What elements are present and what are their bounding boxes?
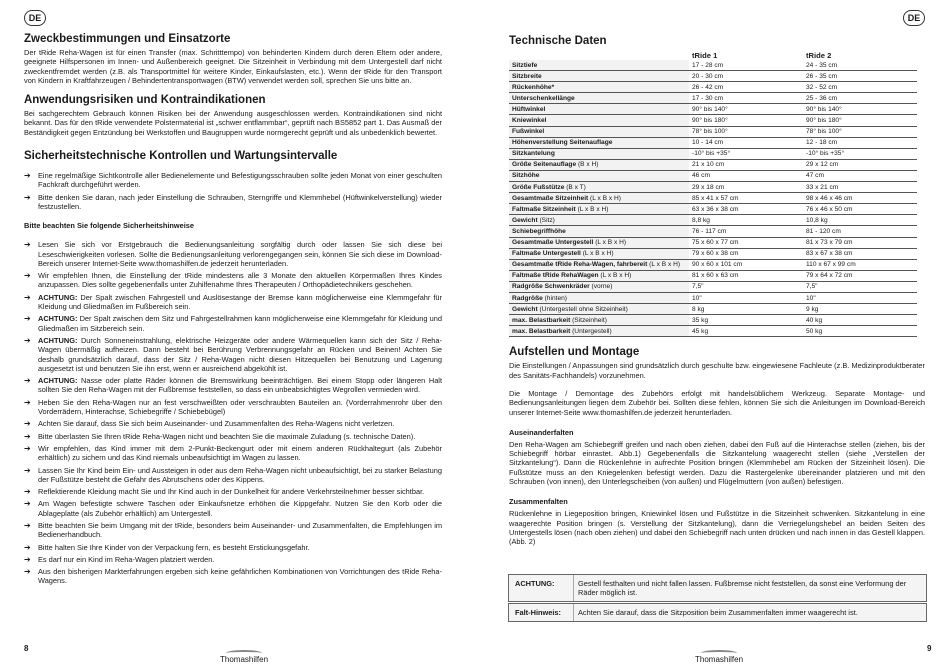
spec-label: Sitzhöhe (509, 170, 689, 181)
arrow-icon: ➔ (24, 335, 31, 345)
col-header-1: tRide 1 (692, 50, 718, 60)
table-row (509, 104, 917, 115)
spec-value-tride1: 29 x 18 cm (689, 182, 803, 193)
spec-label: Größe Seitenauflage (B x H) (509, 159, 689, 170)
list-item (24, 376, 442, 395)
arrow-icon: ➔ (24, 431, 31, 441)
spec-value-tride1: 17 - 30 cm (689, 93, 803, 104)
arrow-icon: ➔ (24, 520, 31, 530)
spec-value-tride1: 17 - 28 cm (689, 60, 803, 71)
item-text: Heben Sie den Reha-Wagen nur an fest verschweißten oder verschraubten Bauteilen an. (Vorderrahmenrohr über den Vorderrädern, Hinterachse, Schiebegriffe / Schiebebügel) (38, 397, 442, 417)
arrow-icon: ➔ (24, 292, 31, 302)
tech-table-header (509, 50, 917, 60)
spec-value-tride2: 79 x 64 x 72 cm (803, 270, 917, 281)
warning-text: Gestell festhalten und nicht fallen lassen. Fußbremse nicht feststellen, da sonst eine Verformung der Räder möglich ist. (573, 575, 926, 601)
language-badge: DE (24, 10, 46, 26)
spec-value-tride2: 9 kg (803, 304, 917, 315)
spec-value-tride2: 32 - 52 cm (803, 82, 917, 93)
spec-value-tride2: 81 - 120 cm (803, 226, 917, 237)
table-row (509, 248, 917, 259)
spec-label: Faltmaße tRide RehaWagen (L x B x H) (509, 270, 689, 281)
spec-value-tride2: 110 x 67 x 99 cm (803, 259, 917, 270)
para-fold: Rückenlehne in Liegeposition bringen, Kniewinkel lösen und Fußstütze in die Sitzeinheit schwenken. Sitzkantelung in eine waagerechte Position bringen (s. Verstellung der Sitzkantelung), dann die Verriegelungshebel an beiden Seiten des Untergestells lösen (nach oben ziehen) und dabei den Schiebegriff nach unten drücken und nach innen in das Gestell klappen. (Abb. 2) (509, 509, 925, 547)
list-item (24, 432, 442, 441)
spec-value-tride1: 81 x 60 x 63 cm (689, 270, 803, 281)
brand-logo (695, 650, 743, 664)
language-badge: DE (903, 10, 925, 26)
spec-value-tride2: 24 - 35 cm (803, 60, 917, 71)
table-row (509, 71, 917, 82)
spec-label: Höhenverstellung Seitenauflage (509, 137, 689, 148)
table-row (509, 259, 917, 270)
table-row (509, 193, 917, 204)
brand-name: Thomashilfen (220, 655, 269, 664)
spec-value-tride1: 76 - 117 cm (689, 226, 803, 237)
spec-label: Radgröße (hinten) (509, 292, 689, 303)
item-text: Reflektierende Kleidung macht Sie und Ihr Kind auch in der Dunkelheit für andere Verkehrsteilnehmer besser sichtbar. (38, 487, 425, 497)
spec-value-tride2: 10,8 kg (803, 215, 917, 226)
heading-zweck: Zweckbestimmungen und Einsatzorte (24, 33, 231, 45)
para-unfold: Den Reha-Wagen am Schiebegriff greifen und nach oben ziehen, dabei den Fuß auf die Hinterachse stellen (ziehen, bis der Schiebegriff hörbar einrastet. Abb.1) Gegebenenfalls die Sitzkantelung waagerecht stellen (siehe „Verstellen der Sitzkantelung“). Dann die Rückenlehne in aufrechte Position bringen (Klemmhebel am Rücken der Sitzeinheit lösen). Die Fußstütze muss an den Kniegelenken befestigt werden. Dazu die Rastergelenke übereinander platzieren und mit den Schrauben (von innen), den Unterlegscheiben (von außen) und Flügelmuttern (von außen) befestigen. (509, 439, 925, 487)
spec-label: Gesamtmaße Sitzeinheit (L x B x H) (509, 193, 689, 204)
list-item (24, 555, 442, 564)
heading-fold: Zusammenfalten (509, 497, 568, 507)
spec-label: max. Belastbarkeit (Sitzeinheit) (509, 315, 689, 326)
list-item (24, 171, 442, 190)
item-text: Nasse oder platte Räder können die Bremswirkung beeinträchtigen. Bei einem Stopp oder längeren Halt sollten Sie den Reha-Wagen mit der Fußbremse feststellen, so dass ein unbeabsichtigtes Wegrollen vermieden wird. (38, 376, 442, 395)
spec-label: Faltmaße Untergestell (L x B x H) (509, 248, 689, 259)
table-row (509, 326, 917, 337)
spec-label: Kniewinkel (509, 115, 689, 126)
arrow-icon: ➔ (24, 499, 31, 509)
arrow-icon: ➔ (24, 397, 31, 407)
spec-value-tride1: 8,8 kg (689, 215, 803, 226)
spec-value-tride1: 21 x 10 cm (689, 159, 803, 170)
warning-keyword: ACHTUNG: (38, 292, 78, 302)
spec-label: Fußwinkel (509, 126, 689, 137)
spec-label: Größe Fußstütze (B x T) (509, 182, 689, 193)
arrow-icon: ➔ (24, 443, 31, 453)
list-item (24, 314, 442, 333)
heading-setup: Aufstellen und Montage (509, 346, 640, 359)
warning-keyword: ACHTUNG: (38, 314, 78, 324)
spec-value-tride2: 90° bis 140° (803, 104, 917, 115)
spec-value-tride1: 85 x 41 x 57 cm (689, 193, 803, 204)
table-row (509, 170, 917, 181)
spec-value-tride2: 29 x 12 cm (803, 159, 917, 170)
spec-value-tride1: 90° bis 180° (689, 115, 803, 126)
spec-value-tride1: 10 - 14 cm (689, 137, 803, 148)
spec-label: Gewicht (Sitz) (509, 215, 689, 226)
warning-keyword: ACHTUNG: (38, 376, 78, 386)
spec-label: Unterschenkellänge (509, 93, 689, 104)
para-risk: Bei sachgerechtem Gebrauch können Risiken bei der Anwendung ausgeschlossen werden. Kontraindikationen sind nicht bekannt. Das für den tRide verwendete Polstermaterial ist „schwer entflammbar“, geprüft nach BS5852 part 1. Das Ausmaß der Beständigkeit gegen Entzündung bei Werkstoffen und Baugruppen wurde normgerecht geprüft und als unbedenklich bewertet. (24, 109, 442, 137)
spec-value-tride2: -10° bis +35° (803, 148, 917, 159)
spec-label: Hüftwinkel (509, 104, 689, 115)
table-row (509, 237, 917, 248)
heading-safety-hints: Bitte beachten Sie folgende Sicherheitshinweise (24, 221, 195, 231)
tech-table (509, 50, 917, 337)
fold-hint-label: Falt-Hinweis: (515, 608, 561, 617)
list-item (24, 293, 442, 312)
page-number: 8 (24, 644, 29, 653)
arrow-icon: ➔ (24, 419, 31, 429)
spec-value-tride2: 81 x 73 x 79 cm (803, 237, 917, 248)
para-setup-1: Die Einstellungen / Anpassungen sind grundsätzlich durch geschulte bzw. eingewiesene Fachleute (z.B. Medizinproduktberater des Sanitäts-Fachhandels) vorzunehmen. (509, 361, 925, 380)
spec-label: Radgröße Schwenkräder (vorne) (509, 281, 689, 292)
spec-value-tride1: 20 - 30 cm (689, 71, 803, 82)
table-row (509, 304, 917, 315)
table-row (509, 115, 917, 126)
table-row (509, 270, 917, 281)
table-row (509, 182, 917, 193)
table-row (509, 82, 917, 93)
table-row (509, 204, 917, 215)
arrow-icon: ➔ (24, 554, 31, 564)
spec-value-tride1: 45 kg (689, 326, 803, 337)
item-text: Bitte beachten Sie beim Umgang mit der tRide, besonders beim Auseinander- und Zusammenfalten, die Empfehlungen im Bedienerhandbuch. (38, 520, 442, 540)
list-item (24, 487, 442, 496)
list-item (24, 543, 442, 552)
heading-unfold: Auseinanderfalten (509, 427, 574, 437)
spec-label: Sitzbreite (509, 71, 689, 82)
warning-label: ACHTUNG: (515, 579, 555, 588)
spec-value-tride2: 25 - 36 cm (803, 93, 917, 104)
table-row (509, 215, 917, 226)
brand-name: Thomashilfen (695, 655, 744, 664)
item-text: Bitte überlasten Sie Ihren tRide Reha-Wagen nicht und beachten Sie die maximale Zuladung (s. technische Daten). (38, 431, 416, 441)
col-header-2: tRide 2 (806, 50, 832, 60)
spec-value-tride1: 75 x 60 x 77 cm (689, 237, 803, 248)
table-row (509, 93, 917, 104)
spec-value-tride2: 33 x 21 cm (803, 182, 917, 193)
right-content (509, 35, 925, 547)
safety-checks-list (24, 171, 442, 211)
list-item (24, 521, 442, 540)
spec-label: Gesamtmaße Untergestell (L x B x H) (509, 237, 689, 248)
list-item (24, 466, 442, 485)
list-item (24, 419, 442, 428)
arrow-icon: ➔ (24, 487, 31, 497)
table-row (509, 315, 917, 326)
spec-value-tride2: 98 x 46 x 46 cm (803, 193, 917, 204)
spec-label: Rückenhöhe* (509, 82, 689, 93)
fold-hint-note (508, 603, 927, 622)
table-row (509, 126, 917, 137)
spec-value-tride2: 26 - 35 cm (803, 71, 917, 82)
heading-safety: Sicherheitstechnische Kontrollen und Wartungsintervalle (24, 150, 338, 163)
item-text: Es darf nur ein Kind im Reha-Wagen platziert werden. (38, 554, 215, 564)
brand-logo (220, 650, 268, 664)
page-number: 9 (927, 644, 932, 653)
spec-label: Sitztiefe (509, 60, 689, 71)
list-item (24, 240, 442, 268)
item-text: Am Wagen befestigte schwere Taschen oder Einkaufsnetze erhöhen die Kippgefahr. Nutzen Sie den Korb oder die Ablageplatte (als Zubehör erhältlich) am Untergestell. (38, 499, 442, 518)
table-row (509, 281, 917, 292)
left-content (24, 33, 442, 589)
spec-label: Schiebegriffhöhe (509, 226, 689, 237)
spec-label: Gesamtmaße tRide Reha-Wagen, fahrbereit (L x B x H) (509, 259, 689, 270)
item-text: Der Spalt zwischen Fahrgestell und Auslösestange der Bremse kann möglicherweise eine Klemmgefahr für Kleidung und Gliedmaßen im Fußbereich sein. (38, 292, 442, 312)
table-row (509, 292, 917, 303)
spec-label: Gewicht (Untergestell ohne Sitzeinheit) (509, 304, 689, 315)
table-row (509, 226, 917, 237)
spec-value-tride1: 26 - 42 cm (689, 82, 803, 93)
para-zweck: Der tRide Reha-Wagen ist für einen Transfer (max. Schritttempo) von behinderten Kindern durch deren Eltern oder andere, geeignete Hilfspersonen im Innen- und Außenbereich geeignet. Die Sitzeinheit in Verbindung mit dem Untergestell darf nicht zweckentfremdet werden (z.B. als Transportmittel für weitere Kinder, Einkaufslasten, etc.). Wenn der tRide für den Transport von Kindern in Kraftfahrzeugen / Behindertentransportwagen (BTW) verwendet werden soll, sprechen Sie uns bitte an. (24, 48, 442, 85)
fold-hint-text: Achten Sie darauf, dass die Sitzposition beim Zusammenfalten immer waagerecht ist. (573, 604, 926, 621)
heading-risk: Anwendungsrisiken und Kontraindikationen (24, 94, 266, 107)
table-row (509, 137, 917, 148)
spec-value-tride2: 90° bis 180° (803, 115, 917, 126)
spec-value-tride1: 90° bis 140° (689, 104, 803, 115)
spec-value-tride1: 35 kg (689, 315, 803, 326)
item-text: Durch Sonneneinstrahlung, elektrische Heizgeräte oder andere Wärmequellen kann sich der Sitz / Reha-Wagen übermäßig aufheizen. Dann besteht bei Berührung Verbrennungsgefahr an Rücken und Beinen! Achten Sie deshalb grundsätzlich darauf, dass der Sitz / Reha-Wagen nicht diesen Hitzequellen bei Benutzung und Lagerung ausgesetzt ist und benutzen Sie ihn erst, wenn er ausreichend abgekühlt ist. (38, 335, 442, 373)
arrow-icon: ➔ (24, 271, 31, 281)
table-row (509, 148, 917, 159)
list-item (24, 271, 442, 290)
warning-keyword: ACHTUNG: (38, 335, 78, 345)
safety-hints-list (24, 240, 442, 586)
spec-value-tride1: 78° bis 100° (689, 126, 803, 137)
arrow-icon: ➔ (24, 240, 31, 250)
item-text: Aus den bisherigen Markterfahrungen ergeben sich keine gefährlichen Kombinationen von Vorrichtungen des tRide Reha-Wagens. (38, 567, 442, 586)
right-page (475, 0, 950, 667)
spec-value-tride2: 47 cm (803, 170, 917, 181)
item-text: Eine regelmäßige Sichtkontrolle aller Bedienelemente und Befestigungsschrauben sollte jeden Monat von einer geschulten Fachkraft durchgeführt werden. (38, 171, 442, 190)
spec-value-tride1: 46 cm (689, 170, 803, 181)
list-item (24, 499, 442, 518)
item-text: Achten Sie darauf, dass Sie sich beim Auseinander- und Zusammenfalten des Reha-Wagens nicht verletzen. (38, 419, 395, 429)
arrow-icon: ➔ (24, 465, 31, 475)
arrow-icon: ➔ (24, 376, 31, 386)
spec-value-tride1: 79 x 60 x 38 cm (689, 248, 803, 259)
spec-label: max. Belastbarkeit (Untergestell) (509, 326, 689, 337)
spec-value-tride1: -10° bis +35° (689, 148, 803, 159)
arrow-icon: ➔ (24, 567, 31, 577)
table-row (509, 159, 917, 170)
heading-tech: Technische Daten (509, 35, 607, 47)
spec-value-tride1: 7,5" (689, 281, 803, 292)
table-row (509, 60, 917, 71)
spec-value-tride2: 12 - 18 cm (803, 137, 917, 148)
spec-value-tride2: 83 x 67 x 38 cm (803, 248, 917, 259)
item-text: Wir empfehlen, das Kind immer mit dem 2-Punkt-Beckengurt oder mit einem anderen Rückhaltegurt (als Zubehör erhältlich) zu sichern und das Kind niemals unbeaufsichtigt im Wagen zu lassen. (38, 443, 442, 463)
list-item (24, 444, 442, 463)
spec-value-tride2: 50 kg (803, 326, 917, 337)
spec-value-tride2: 10" (803, 292, 917, 303)
item-text: Bitte denken Sie daran, nach jeder Einstellung die Schrauben, Sterngriffe und Klemmhebel (Hüftwinkelverstellung) wieder festzustellen. (38, 192, 442, 211)
list-item (24, 567, 442, 586)
list-item (24, 193, 442, 212)
item-text: Lassen Sie Ihr Kind beim Ein- und Aussteigen in oder aus dem Reha-Wagen nicht unbeaufsichtigt, bei zu starker Belastung der Fußstütze besteht die Gefahr des Abrutschens oder des Kippens. (38, 465, 442, 484)
arrow-icon: ➔ (24, 171, 31, 181)
para-setup-2: Die Montage / Demontage des Zubehörs erfolgt mit handelsüblichem Werkzeug. Separate Montage- und Bedienungsanleitungen liegen dem Zubehör bei. Sollten diese fehlen, können Sie sich die Anleitungen im Download-Bereich unserer Internet-Seite www.thomashilfen.de jederzeit herunterladen. (509, 388, 925, 417)
spec-label: Sitzkantelung (509, 148, 689, 159)
list-item (24, 398, 442, 417)
spec-value-tride2: 78° bis 100° (803, 126, 917, 137)
spec-value-tride2: 76 x 46 x 50 cm (803, 204, 917, 215)
spec-value-tride1: 90 x 60 x 101 cm (689, 259, 803, 270)
arrow-icon: ➔ (24, 314, 31, 324)
spec-label: Faltmaße Sitzeinheit (L x B x H) (509, 204, 689, 215)
list-item (24, 336, 442, 373)
spec-value-tride1: 8 kg (689, 304, 803, 315)
arrow-icon: ➔ (24, 192, 31, 202)
item-text: Lesen Sie sich vor Erstgebrauch die Bedienungsanleitung sorgfältig durch oder lassen Sie sich diese bei Leseschwierigkeiten vorlesen. Sollte die Bedienungsanleitung verlorengegangen sein, können Sie sich diese im Download-Bereich unserer Internet-Seite www.thomashilfen.de jederzeit herunterladen. (38, 240, 442, 268)
arrow-icon: ➔ (24, 542, 31, 552)
warning-note (508, 574, 927, 602)
spec-value-tride1: 10" (689, 292, 803, 303)
spec-value-tride1: 63 x 36 x 38 cm (689, 204, 803, 215)
item-text: Wir empfehlen Ihnen, die Einstellung der tRide mindestens alle 3 Monate den aktuellen Körpermaßen Ihres Kindes anzupassen. Dies sollte gegebenenfalls unter Zuhilfenahme Ihres Therapeuten / Orthopädietechnikers geschehen. (38, 271, 442, 290)
spec-value-tride2: 7,5" (803, 281, 917, 292)
spec-value-tride2: 40 kg (803, 315, 917, 326)
item-text: Bitte halten Sie Ihre Kinder von der Verpackung fern, es besteht Erstickungsgefahr. (38, 542, 310, 552)
item-text: Der Spalt zwischen dem Sitz und Fahrgestellrahmen kann möglicherweise eine Klemmgefahr für Kleidung und Gliedmaßen im Sitzbereich sein. (38, 314, 442, 333)
